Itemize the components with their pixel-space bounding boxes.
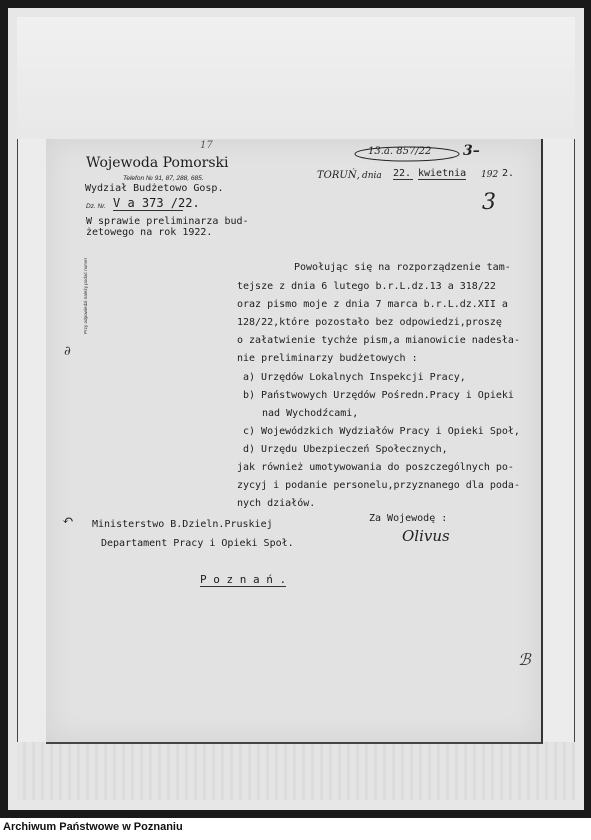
- handwritten-number: 3–: [463, 143, 480, 159]
- date-year-suffix: 2.: [502, 168, 515, 179]
- handwritten-circle: [352, 144, 462, 164]
- list-item-a: a) Urzędów Lokalnych Inspekcji Pracy,: [243, 372, 466, 383]
- body-line-4: 128/22,które pozostało bez odpowiedzi,proszę: [237, 317, 502, 328]
- date-year-prefix: 192: [481, 170, 499, 180]
- letterhead-title: Wojewoda Pomorski: [86, 155, 229, 171]
- subject-line-1: W sprawie preliminarza bud-: [86, 216, 249, 227]
- date-day: 22.: [393, 168, 412, 179]
- archive-credit: Archiwum Państwowe w Poznaniu: [3, 821, 183, 833]
- footer-bar: [0, 818, 591, 840]
- body-line-7: jak również umotywowania do poszczególnych po-: [237, 462, 514, 473]
- scan-bottom-margin: [17, 742, 575, 800]
- margin-mark: ∂: [64, 344, 71, 359]
- body-line-5: o załatwienie tychże pism,a mianowicie nadesła-: [237, 335, 520, 346]
- list-item-c: c) Wojewódzkich Wydziałów Pracy i Opieki Społ,: [243, 426, 520, 437]
- body-line-2: tejsze z dnia 6 lutego b.r.L.dz.13 a 318/22: [237, 281, 496, 292]
- recipient-line-1: Ministerstwo B.Dzieln.Pruskiej: [92, 519, 273, 530]
- recipient-line-2: Departament Pracy i Opieki Społ.: [101, 538, 294, 549]
- body-line-6: nie preliminarzy budżetowych :: [237, 353, 418, 364]
- body-line-3: oraz pismo moje z dnia 7 marca b.r.L.dz.XII a: [237, 299, 508, 310]
- ref-number: V a 373 /22.: [113, 196, 200, 210]
- date-month: kwietnia: [418, 168, 467, 179]
- place-city: TORUŃ,: [317, 170, 360, 181]
- list-item-b: b) Państwowych Urzędów Pośredn.Pracy i Opieki: [243, 390, 514, 401]
- handwritten-signature: Olivus: [402, 527, 450, 545]
- body-line-8: zycyj i podanie personelu,przyznanego dla poda-: [237, 480, 520, 491]
- date-dnia: dnia: [362, 171, 382, 181]
- scan-top-margin: [17, 17, 575, 139]
- letterhead-department: Wydział Budżetowo Gosp.: [85, 183, 224, 194]
- body-line-9: nych działów.: [237, 498, 316, 509]
- letterhead-phone: Telefon № 91, 87, 288, 685.: [123, 175, 204, 182]
- handwritten-corner-mark: 17: [200, 140, 213, 151]
- mark-glyph: ↶: [62, 513, 74, 529]
- handwritten-reference: 13.a. 857/22: [368, 146, 432, 157]
- list-item-d: d) Urzędu Ubezpieczeń Społecznych,: [243, 444, 448, 455]
- corner-signature-mark: ℬ: [518, 650, 531, 669]
- ref-label: Dz. Nr.: [86, 203, 106, 210]
- subject-line-2: żetowego na rok 1922.: [86, 227, 213, 238]
- side-note: Przy odpowiedzi należy podać numer: [83, 257, 88, 334]
- signoff-text: Za Wojewodę :: [369, 513, 448, 524]
- handwritten-page-number: 3: [482, 190, 496, 215]
- list-item-b-continued: nad Wychodźcami,: [262, 408, 359, 419]
- body-line-1: Powołując się na rozporządzenie tam-: [294, 262, 511, 273]
- recipient-city: P o z n a ń .: [200, 573, 287, 586]
